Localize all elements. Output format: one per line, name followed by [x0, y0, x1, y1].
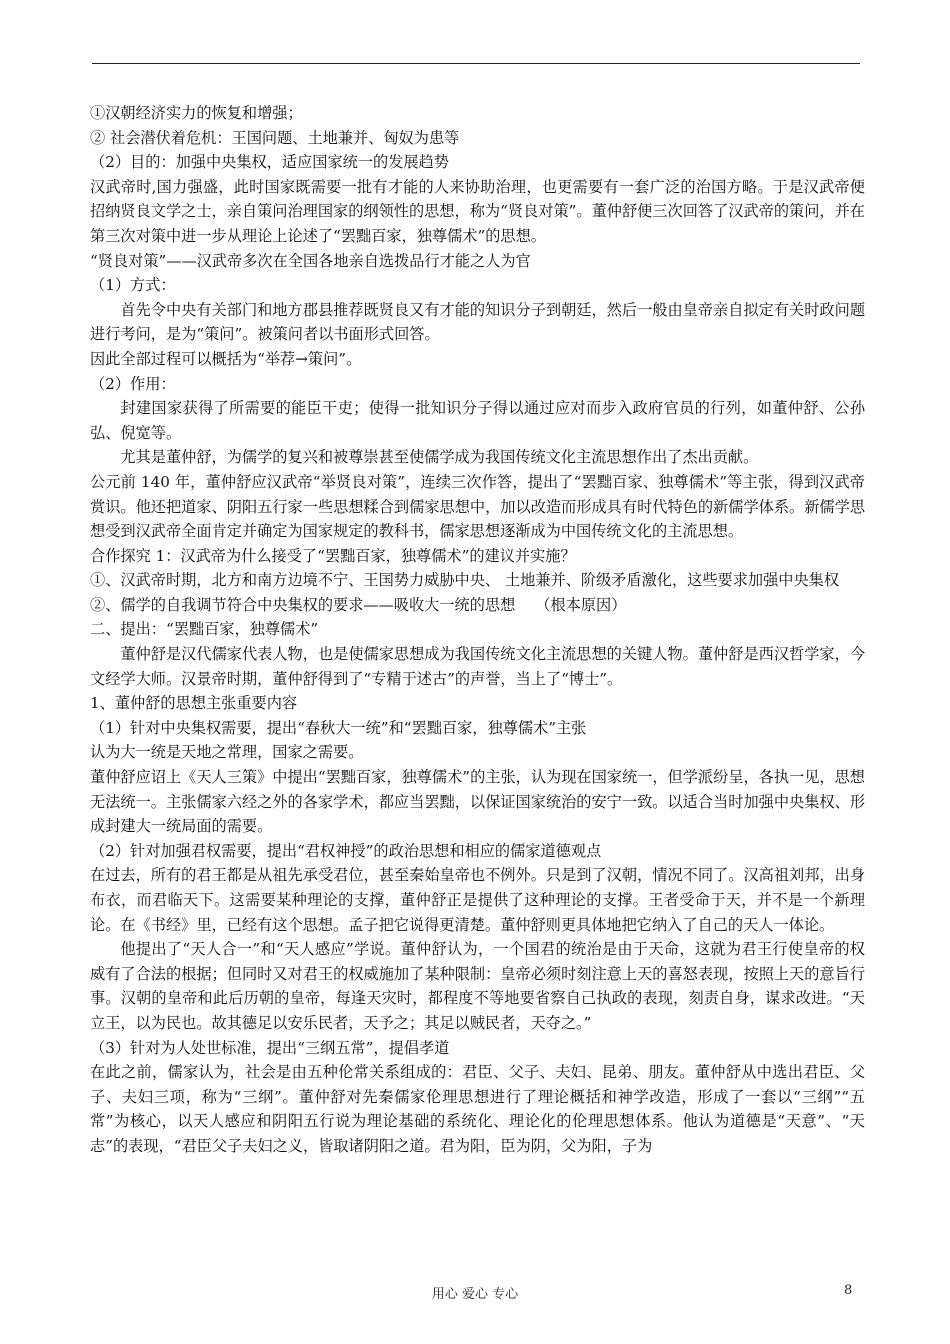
paragraph: ②、儒学的自我调节符合中央集权的要求——吸收大一统的思想 （根本原因）: [90, 595, 627, 614]
paragraph: （2）作用：: [90, 374, 176, 393]
paragraph: 公元前 140 年，董仲舒应汉武帝“举贤良对策”，连续三次作答，提出了“罢黜百家、独尊儒术”等主张，得到汉武帝赏识。他还把道家、阴阳五行家一些思想糅合到儒家思想中，加以改造而形成具有时代特色的新儒学体系。新儒学思想受到汉武帝全面肯定并确定为国家规定的教科书，儒家思想逐渐成为中国传统文化的主流思想。: [90, 472, 865, 541]
paragraph: “贤良对策”——汉武帝多次在全国各地亲自选拨品行才能之人为官: [90, 251, 531, 270]
paragraph: 汉武帝时,国力强盛，此时国家既需要一批有才能的人来协助治理，也更需要有一套广泛的治国方略。于是汉武帝便招纳贤良文学之士，亲自策问治理国家的纲领性的思想，称为“贤良对策”。董仲舒便三次回答了汉武帝的策问，并在第三次对策中进一步从理论上论述了“罢黜百家，独尊儒术”的思想。: [90, 177, 865, 245]
paragraph: （3）针对为人处世标准，提出“三纲五常”，提倡孝道: [90, 1038, 450, 1057]
paragraph: 董仲舒是汉代儒家代表人物，也是使儒家思想成为我国传统文化主流思想的关键人物。董仲舒是西汉哲学家，今文经学大师。汉景帝时期，董仲舒得到了“专精于述古”的声誉，当上了“博士”。: [90, 645, 865, 688]
paragraph: （1）方式：: [90, 276, 176, 295]
footer-slogan: 用心 爱心 专心: [431, 1287, 519, 1302]
paragraph: 认为大一统是天地之常理，国家之需要。: [90, 743, 364, 762]
paragraph: 尤其是董仲舒，为儒学的复兴和被尊崇甚至使儒学成为我国传统文化主流思想作出了杰出贡献。: [120, 448, 759, 467]
paragraph: 在过去，所有的君王都是从祖先承受君位，甚至秦始皇帝也不例外。只是到了汉朝，情况不同了。汉高祖刘邦，出身布衣，而君临天下。这需要某种理论的支撑，董仲舒正是提供了这种理论的支撑。王者受命于天，并不是一个新理论。在《书经》里，已经有这个思想。孟子把它说得更清楚。董仲舒则更具体地把它纳入了自己的天人一体论。: [90, 866, 865, 934]
paragraph: 封建国家获得了所需要的能臣干吏；使得一批知识分子得以通过应对而步入政府官员的行列，如董仲舒、公孙弘、倪宽等。: [90, 399, 865, 442]
document-body: [90, 101, 865, 1159]
paragraph: 合作探究 1：汉武帝为什么接受了“罢黜百家，独尊儒术”的建议并实施？: [90, 546, 576, 565]
paragraph: （2）目的：加强中央集权，适应国家统一的发展趋势: [90, 153, 449, 172]
paragraph: ①、汉武帝时期，北方和南方边境不宁、王国势力威胁中央、 土地兼并、阶级矛盾激化，这些要求加强中央集权: [90, 571, 840, 590]
paragraph: 1、董仲舒的思想主张重要内容: [90, 694, 298, 713]
paragraph: 因此全部过程可以概括为“举荐→策问”。: [90, 349, 362, 368]
paragraph: 首先令中央有关部门和地方郡县推荐既贤良又有才能的知识分子到朝廷，然后一般由皇帝亲自拟定有关时政问题进行考问，是为“策问”。被策问者以书面形式回答。: [90, 300, 865, 344]
paragraph: （1）针对中央集权需要，提出“春秋大一统”和“罢黜百家，独尊儒术”主张: [90, 718, 587, 737]
page-number: 8: [844, 1283, 853, 1298]
paragraph: ①汉朝经济实力的恢复和增强；: [90, 104, 303, 122]
paragraph: ② 社会潜伏着危机：王国问题、土地兼并、匈奴为患等: [90, 128, 460, 147]
paragraph: 董仲舒应诏上《天人三策》中提出“罢黜百家，独尊儒术”的主张，认为现在国家统一，但学派纷呈，各执一见，思想无法统一。主张儒家六经之外的各家学术，都应当罢黜，以保证国家统治的安宁一致。以适合当时加强中央集权、形成封建大一统局面的需要。: [90, 768, 865, 836]
paragraph: 二、提出：“罢黜百家，独尊儒术”: [90, 620, 319, 639]
paragraph: 在此之前，儒家认为，社会是由五种伦常关系组成的：君臣、父子、夫妇、昆弟、朋友。董仲舒从中选出君臣、父子、夫妇三项，称为“三纲”。董仲舒对先秦儒家伦理思想进行了理论概括和神学改造，形成了一套以“三纲”“五常”为核心，以天人感应和阴阳五行说为理论基础的系统化、理论化的伦理思想体系。他认为道德是“天意”、“天志”的表现，“君臣父子夫妇之义，皆取诸阴阳之道。君为阳，臣为阴，父为阳，子为: [90, 1063, 865, 1155]
header-rule: [92, 63, 860, 64]
paragraph: （2）针对加强君权需要，提出“君权神授”的政治思想和相应的儒家道德观点: [90, 841, 602, 860]
paragraph: 他提出了“天人合一”和“天人感应”学说。董仲舒认为，一个国君的统治是由于天命，这就为君王行使皇帝的权威有了合法的根据；但同时又对君王的权威施加了某种限制：皇帝必须时刻注意上天的喜怒表现，按照上天的意旨行事。汉朝的皇帝和此后历朝的皇帝，每逢天灾时，都程度不等地要省察自己执政的表现，刻责自身，谋求改进。“天立王，以为民也。故其德足以安乐民者，天予之；其足以贼民者，天夺之。”: [90, 940, 865, 1032]
